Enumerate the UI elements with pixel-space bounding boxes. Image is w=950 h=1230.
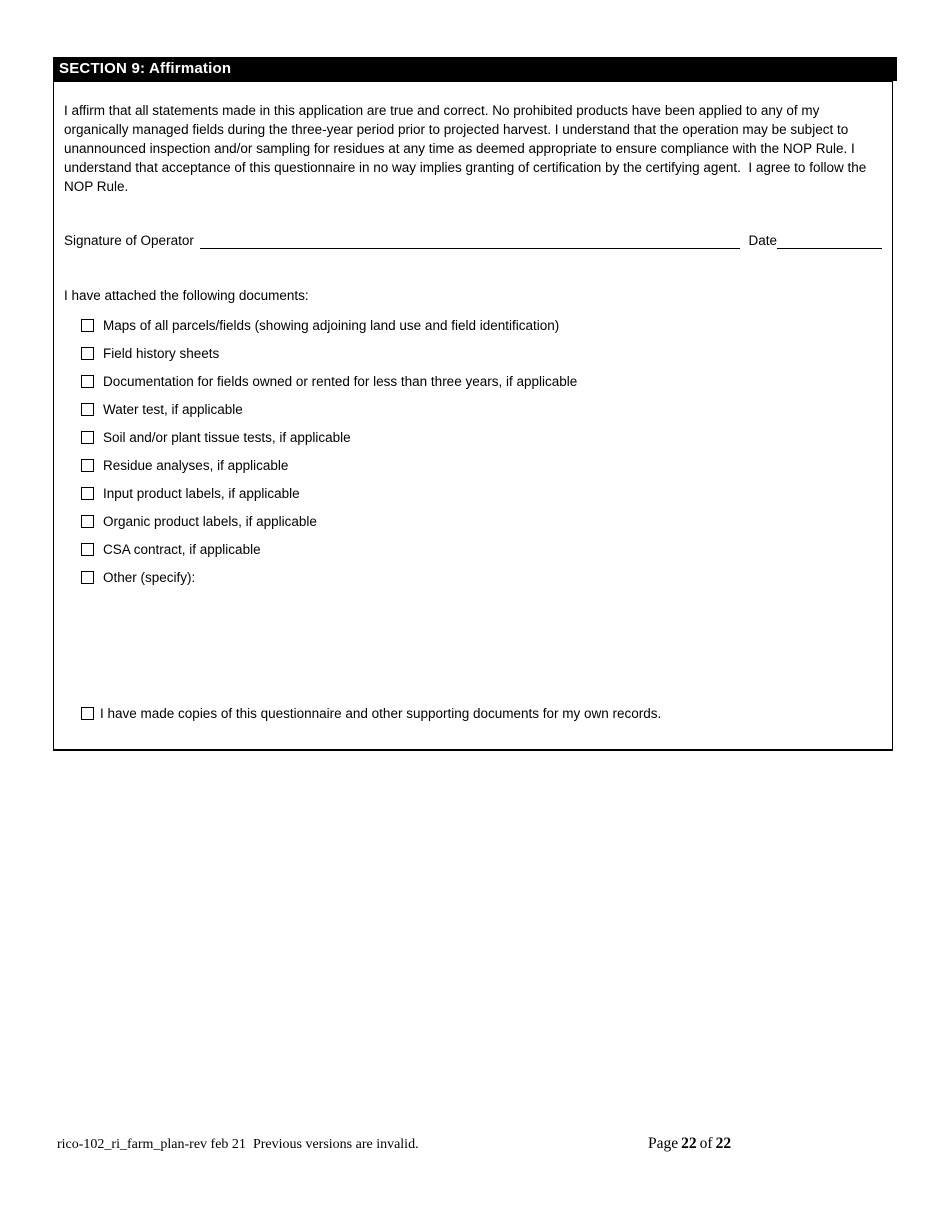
page-total: 22 <box>715 1135 732 1152</box>
attachment-item <box>81 535 882 563</box>
footer-document-id <box>57 1136 419 1153</box>
attachment-item <box>81 367 882 395</box>
checkbox-water-test[interactable] <box>81 403 94 416</box>
affirmation-box <box>53 81 893 751</box>
attachment-item <box>81 451 882 479</box>
document-id: rico-102_ri_farm_plan-rev feb 21 <box>57 1137 246 1152</box>
attachment-label: Soil and/or plant tissue tests, if applicable <box>103 429 351 445</box>
checkbox-copies[interactable] <box>81 707 94 720</box>
attachment-item <box>81 479 882 507</box>
page-current: 22 <box>681 1135 697 1152</box>
attachment-item <box>81 339 882 367</box>
checkbox-csa-contract[interactable] <box>81 543 94 556</box>
copies-confirmation-label: I have made copies of this questionnaire and other supporting documents for my own records. <box>100 705 662 721</box>
section-title: SECTION 9: Affirmation <box>59 60 232 77</box>
copies-confirmation-row <box>81 699 882 727</box>
attachment-label: Documentation for fields owned or rented for less than three years, if applicable <box>103 373 578 389</box>
attachment-label: CSA contract, if applicable <box>103 541 261 557</box>
footer-note: Previous versions are invalid. <box>252 1137 419 1152</box>
date-label: Date <box>748 233 777 248</box>
page-label: Page <box>648 1135 679 1152</box>
of-label: of <box>699 1135 713 1152</box>
checkbox-field-history[interactable] <box>81 347 94 360</box>
attachment-label: Water test, if applicable <box>103 401 243 417</box>
attachment-item <box>81 423 882 451</box>
attachment-item <box>81 395 882 423</box>
attachment-label: Field history sheets <box>103 345 220 361</box>
checkbox-residue-analyses[interactable] <box>81 459 94 472</box>
attachment-label: Other (specify): <box>103 569 196 585</box>
checkbox-organic-labels[interactable] <box>81 515 94 528</box>
attachment-label: Organic product labels, if applicable <box>103 513 317 529</box>
checkbox-input-labels[interactable] <box>81 487 94 500</box>
section-header <box>53 57 897 81</box>
attachments-checklist <box>81 311 882 591</box>
signature-row <box>64 232 882 250</box>
attachment-label: Input product labels, if applicable <box>103 485 300 501</box>
affirmation-text: I affirm that all statements made in this application are true and correct. No prohibited products have been applied to any of my organically managed fields during the three-year period prior to projected harvest. I understand that the operation may be subject to unannounced inspection and/or sampling for residues at any time as deemed appropriate to ensure compliance with the NOP Rule. I understand that acceptance of this questionnaire in no way implies granting of certification by the certifying agent. I agree to follow the NOP Rule. <box>64 103 870 194</box>
attachment-item <box>81 507 882 535</box>
checkbox-other[interactable] <box>81 571 94 584</box>
page-number <box>648 1134 731 1153</box>
attachment-label: Maps of all parcels/fields (showing adjoining land use and field identification) <box>103 317 560 333</box>
checkbox-maps[interactable] <box>81 319 94 332</box>
signature-line[interactable] <box>200 235 741 249</box>
signature-label: Signature of Operator <box>64 233 194 248</box>
checkbox-soil-tissue-tests[interactable] <box>81 431 94 444</box>
checkbox-documentation[interactable] <box>81 375 94 388</box>
attachment-item <box>81 563 882 591</box>
attachments-heading: I have attached the following documents: <box>64 288 309 303</box>
attachment-label: Residue analyses, if applicable <box>103 457 289 473</box>
attachment-item <box>81 311 882 339</box>
date-line[interactable] <box>777 235 882 249</box>
